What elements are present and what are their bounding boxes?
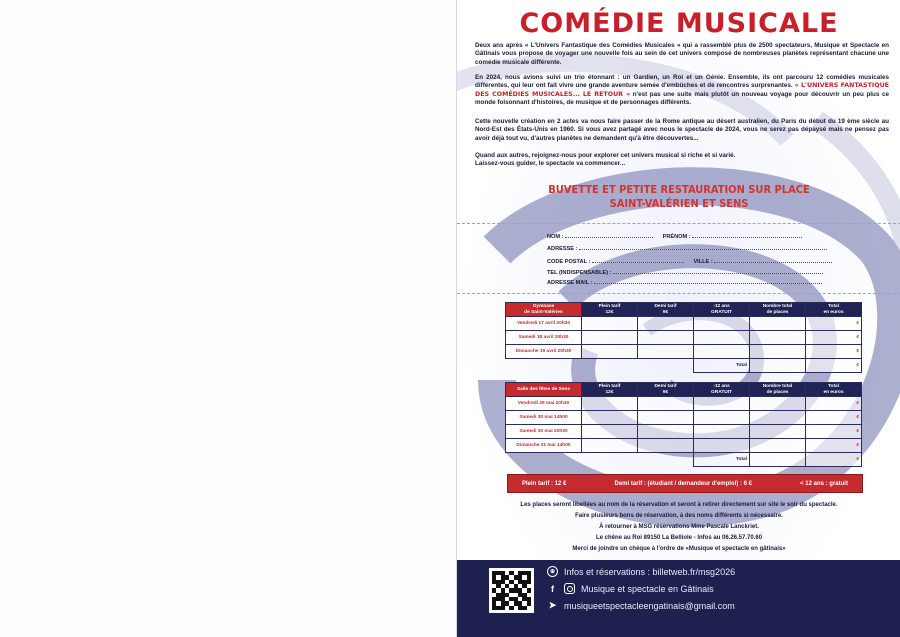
footer-band [457, 560, 900, 637]
footer-email-text: musiqueetspectacleengatinais@gmail.com [564, 600, 735, 611]
table-row [506, 439, 862, 453]
venue-name: Gymnase de Saint-Valérien [506, 303, 582, 317]
date-cell: Dimanche 31 mai 14h00 [506, 439, 582, 453]
footer-infos[interactable] [547, 566, 735, 577]
euro-cell[interactable]: € [806, 331, 862, 345]
col-moins-12: -12 ans GRATUIT [694, 383, 750, 397]
tarif-plein: Plein tarif : 12 € [522, 480, 567, 487]
prenom-label: PRÉNOM : [662, 234, 691, 240]
col-moins-12: -12 ans GRATUIT [694, 303, 750, 317]
plein-input[interactable] [582, 317, 638, 331]
ville-field[interactable] [714, 257, 832, 263]
tel-field[interactable] [613, 268, 823, 274]
story-text-a: En 2024, nous avions suivi un trio étonnant : un Gardien, un Roi et un Génie. Ensemble, ils ont parcouru 12 comédies musicales différentes, qui leur ont fait vivre une grande aventure semée d'embûches et de rencontres surprenantes. [475, 74, 889, 90]
story-paragraph [475, 74, 889, 108]
plein-input[interactable] [582, 411, 638, 425]
demi-input[interactable] [638, 331, 694, 345]
moins12-input[interactable] [694, 439, 750, 453]
col-plein-tarif: Plein tarif 12€ [582, 303, 638, 317]
places-input[interactable] [750, 331, 806, 345]
places-input[interactable] [750, 397, 806, 411]
plein-input[interactable] [582, 439, 638, 453]
globe-icon: ⊕ [547, 566, 558, 577]
moins12-input[interactable] [694, 411, 750, 425]
table-header-row [506, 383, 862, 397]
note-line: Faire plusieurs bons de réservation, à des noms différents si nécessaire. [575, 513, 783, 519]
col-total-euros: Total en euros [806, 383, 862, 397]
demi-input[interactable] [638, 411, 694, 425]
footer-infos-text: Infos et réservations : billetweb.fr/msg2026 [564, 566, 736, 577]
tarif-bar [507, 474, 863, 493]
mail-label: ADRESSE MAIL : [547, 280, 593, 286]
cut-line-bottom [457, 293, 900, 294]
empty-cell [582, 359, 638, 373]
buvette-heading [457, 183, 900, 211]
demi-input[interactable] [638, 425, 694, 439]
intro-paragraph: Deux ans après « L'Univers Fantastique des Comédies Musicales » qui a rassemblé plus de 2500 spectateurs, Musique et Spectacle en Gâtinais vous propose de voyager une nouvelle fois au sein de cet univers composé de nombreuses planètes représentant chacune une comédie musicale différente. [475, 42, 889, 66]
table-row [506, 411, 862, 425]
cut-line-top [457, 223, 900, 224]
send-icon: ➤ [548, 600, 557, 610]
table-row [506, 317, 862, 331]
qr-code[interactable] [489, 568, 534, 613]
closing-line-2: Laissez-vous guider, le spectacle va commencer... [475, 160, 626, 168]
total-places-input[interactable] [750, 453, 806, 467]
nom-field[interactable] [565, 232, 653, 238]
closing-paragraph [475, 152, 889, 169]
demi-input[interactable] [638, 317, 694, 331]
reservation-notes [475, 500, 883, 555]
euro-cell[interactable]: € [806, 397, 862, 411]
moins12-input[interactable] [694, 317, 750, 331]
prenom-field[interactable] [692, 232, 802, 238]
code-postal-label: CODE POSTAL : [547, 259, 591, 265]
buvette-line-1: BUVETTE ET PETITE RESTAURATION SUR PLACE [548, 183, 810, 196]
places-input[interactable] [750, 425, 806, 439]
total-label: Total [694, 453, 750, 467]
places-input[interactable] [750, 411, 806, 425]
table-header-row [506, 303, 862, 317]
plein-input[interactable] [582, 397, 638, 411]
date-cell: Samedi 30 mai 20h30 [506, 425, 582, 439]
plein-input[interactable] [582, 345, 638, 359]
date-cell: Samedi 30 mai 14h00 [506, 411, 582, 425]
form-row-adresse [547, 244, 827, 252]
places-input[interactable] [750, 439, 806, 453]
col-nombre-places: Nombre total de places [750, 303, 806, 317]
euro-cell[interactable]: € [806, 411, 862, 425]
show-title-inline: « L'UNIVERS FANTASTIQUE DES COMÉDIES MUSICALES... LE RETOUR » [475, 82, 889, 98]
empty-cell [506, 359, 582, 373]
booking-table-sens [505, 382, 862, 467]
table-row [506, 331, 862, 345]
demi-input[interactable] [638, 439, 694, 453]
qr-code-pattern [492, 571, 531, 610]
tel-label: TEL (INDISPENSABLE) : [547, 270, 612, 276]
col-demi-tarif: Demi tarif 6€ [638, 383, 694, 397]
col-nombre-places: Nombre total de places [750, 383, 806, 397]
footer-social[interactable] [547, 583, 714, 594]
moins12-input[interactable] [694, 425, 750, 439]
date-cell: Samedi 18 avril 20h30 [506, 331, 582, 345]
form-row-mail [547, 278, 822, 286]
places-input[interactable] [750, 317, 806, 331]
footer-email[interactable] [547, 600, 735, 611]
instagram-icon[interactable] [564, 583, 575, 594]
total-row [506, 359, 862, 373]
moins12-input[interactable] [694, 345, 750, 359]
page-title: COMÉDIE MUSICALE [519, 8, 839, 39]
euro-cell[interactable]: € [806, 345, 862, 359]
note-line: Le chêne au Roi 89150 La Belliole - Infos au 06.26.57.70.60 [595, 535, 763, 541]
moins12-input[interactable] [694, 397, 750, 411]
note-line: Les places seront libellées au nom de la réservation et seront à retirer directement sur site le soir du spectacle. [520, 502, 838, 508]
booking-table-saint-valerien [505, 302, 862, 373]
col-total-euros: Total en euros [806, 303, 862, 317]
col-demi-tarif: Demi tarif 6€ [638, 303, 694, 317]
adresse-label: ADRESSE : [547, 246, 578, 252]
plein-input[interactable] [582, 425, 638, 439]
story-text-b: n'est pas une suite mais plutôt un nouveau voyage pour découvrir un peu plus ce monde foisonnant d'histoires, de musique et de personnages différents. [475, 90, 889, 107]
date-cell: Vendredi 29 mai 20h30 [506, 397, 582, 411]
demi-input[interactable] [638, 397, 694, 411]
mail-field[interactable] [594, 278, 822, 284]
code-postal-field[interactable] [592, 257, 684, 263]
note-line: Merci de joindre un chèque à l'ordre de «Musique et spectacle en gâtinais» [572, 546, 786, 552]
col-plein-tarif: Plein tarif 12€ [582, 383, 638, 397]
ville-label: VILLE : [693, 259, 713, 265]
form-row-tel [547, 268, 823, 276]
total-euro-cell[interactable]: € [806, 453, 862, 467]
table-row [506, 345, 862, 359]
total-places-input[interactable] [750, 359, 806, 373]
flyer-page [456, 0, 900, 637]
places-input[interactable] [750, 345, 806, 359]
creation-paragraph: Cette nouvelle création en 2 actes va nous faire passer de la Rome antique au désert australien, du Paris du début du 19 ème siècle au Nord-Est des États-Unis en 1960. Si vous avez partagé avec nous le spectacle de 2024, vous ne serez pas dépaysé mais ne pensez pas avoir déjà tout vu, d'autres planètes ne demandent qu'à être découvertes... [475, 118, 889, 142]
date-cell: Vendredi 17 avril 20h30 [506, 317, 582, 331]
empty-cell [638, 359, 694, 373]
euro-cell[interactable]: € [806, 425, 862, 439]
adresse-field[interactable] [579, 244, 827, 250]
tarif-moins-12: < 12 ans : gratuit [800, 480, 848, 487]
total-row [506, 453, 862, 467]
table-row [506, 397, 862, 411]
facebook-icon[interactable]: f [551, 583, 554, 594]
form-row-nom [547, 232, 802, 240]
buvette-line-2: SAINT-VALÉRIEN ET SENS [609, 197, 749, 210]
date-cell: Dimanche 19 avril 20h30 [506, 345, 582, 359]
closing-line-1: Quand aux autres, rejoignez-nous pour explorer cet univers musical si riche et si varié. [475, 152, 736, 159]
tarif-demi: Demi tarif : (étudiant / demandeur d'emploi) : 6 € [614, 480, 752, 487]
empty-cell [506, 453, 582, 467]
empty-cell [638, 453, 694, 467]
euro-cell[interactable]: € [806, 317, 862, 331]
euro-cell[interactable]: € [806, 439, 862, 453]
plein-input[interactable] [582, 331, 638, 345]
total-euro-cell[interactable]: € [806, 359, 862, 373]
venue-name: Salle des fêtes de Sens [506, 383, 582, 397]
table-row [506, 425, 862, 439]
footer-social-text: Musique et spectacle en Gâtinais [581, 583, 714, 594]
moins12-input[interactable] [694, 331, 750, 345]
form-row-code-postal [547, 257, 832, 265]
nom-label: NOM : [547, 234, 564, 240]
demi-input[interactable] [638, 345, 694, 359]
total-label: Total [694, 359, 750, 373]
note-line: À retourner à MSG réservations Mme Pascale Lanckriet. [599, 524, 759, 530]
empty-cell [582, 453, 638, 467]
